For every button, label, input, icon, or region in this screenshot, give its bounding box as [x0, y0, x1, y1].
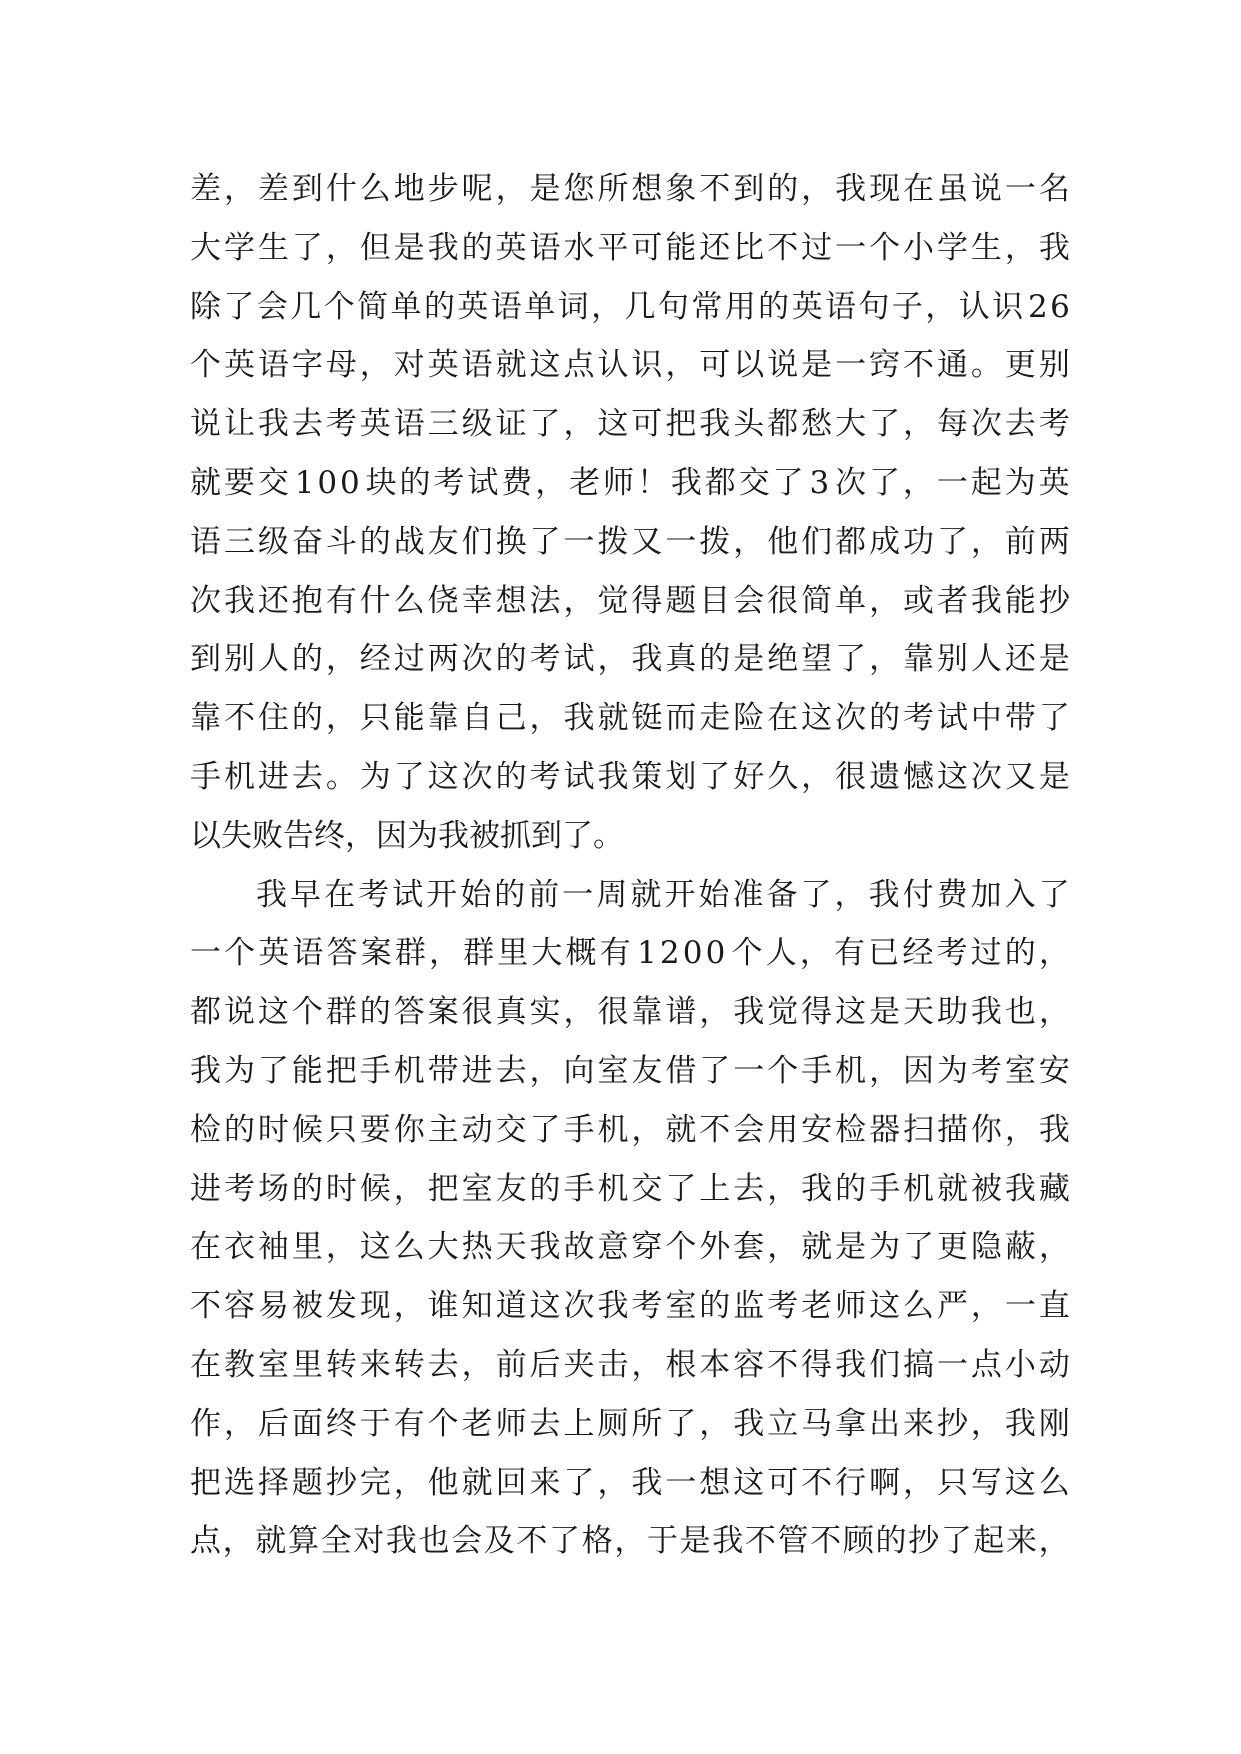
- text-line: 大 学 生 了 ， 但 是 我 的 英 语 水 平 可 能 还 比 不 过 一 个 小 学 生 ， 我: [190, 229, 1070, 266]
- text-line: 说 让 我 去 考 英 语 三 级 证 了 ， 这 可 把 我 头 都 愁 大 了 ， 每 次 去 考: [190, 406, 1070, 443]
- text-line: 进 考 场 的 时 候 ， 把 室 友 的 手 机 交 了 上 去 ， 我 的 手 机 就 被 我 藏: [190, 1170, 1070, 1207]
- text-line: 不 容 易 被 发 现 ， 谁 知 道 这 次 我 考 室 的 监 考 老 师 这 么 严 ， 一 直: [190, 1288, 1070, 1325]
- text-line: 除 了 会 几 个 简 单 的 英 语 单 词 ， 几 句 常 用 的 英 语 句 子 ， 认 识 2 6: [190, 288, 1070, 325]
- text-line: 在 教 室 里 转 来 转 去 ， 前 后 夹 击 ， 根 本 容 不 得 我 们 搞 一 点 小 动: [190, 1346, 1070, 1383]
- text-line: 以失败告终，因为我被抓到了。: [190, 817, 624, 854]
- body-text: [190, 160, 1070, 1571]
- text-line: 把 选 择 题 抄 完 ， 他 就 回 来 了 ， 我 一 想 这 可 不 行 啊 ， 只 写 这 么: [190, 1464, 1070, 1501]
- text-line: 我 为 了 能 把 手 机 带 进 去 ， 向 室 友 借 了 一 个 手 机 ， 因 为 考 室 安: [190, 1052, 1070, 1089]
- text-line: 作 ， 后 面 终 于 有 个 老 师 去 上 厕 所 了 ， 我 立 马 拿 出 来 抄 ， 我 刚: [190, 1405, 1070, 1442]
- text-line: 差 ， 差 到 什 么 地 步 呢 ， 是 您 所 想 象 不 到 的 ， 我 现 在 虽 说 一 名: [190, 171, 1070, 207]
- text-line: 语 三 级 奋 斗 的 战 友 们 换 了 一 拨 又 一 拨 ， 他 们 都 成 功 了 ， 前 两: [190, 523, 1070, 560]
- text-line: 点 ， 就 算 全 对 我 也 会 及 不 了 格 ， 于 是 我 不 管 不 顾 的 抄 了 起 来 ，: [190, 1523, 1070, 1560]
- text-line: 个 英 语 字 母 ， 对 英 语 就 这 点 认 识 ， 可 以 说 是 一 窍 不 通 。 更 别: [190, 347, 1070, 384]
- text-line: 一 个 英 语 答 案 群 ， 群 里 大 概 有 1 2 0 0 个 人 ， 有 已 经 考 过 的 ，: [190, 935, 1070, 972]
- text-line: 手 机 进 去 。 为 了 这 次 的 考 试 我 策 划 了 好 久 ， 很 遗 憾 这 次 又 是: [190, 758, 1070, 795]
- text-line: 次 我 还 抱 有 什 么 侥 幸 想 法 ， 觉 得 题 目 会 很 简 单 ， 或 者 我 能 抄: [190, 582, 1070, 619]
- text-line-indented: 我 早 在 考 试 开 始 的 前 一 周 就 开 始 准 备 了 ， 我 付 费 加 入 了: [256, 876, 1070, 913]
- text-line: 都 说 这 个 群 的 答 案 很 真 实 ， 很 靠 谱 ， 我 觉 得 这 是 天 助 我 也 ，: [190, 994, 1070, 1031]
- text-line: 就 要 交 1 0 0 块 的 考 试 费 ， 老 师 ！ 我 都 交 了 3 次 了 ， 一 起 为 英: [190, 464, 1070, 501]
- text-line: 靠 不 住 的 ， 只 能 靠 自 己 ， 我 就 铤 而 走 险 在 这 次 的 考 试 中 带 了: [190, 700, 1070, 737]
- text-line: 检 的 时 候 只 要 你 主 动 交 了 手 机 ， 就 不 会 用 安 检 器 扫 描 你 ， 我: [190, 1111, 1070, 1148]
- text-line: 在 衣 袖 里 ， 这 么 大 热 天 我 故 意 穿 个 外 套 ， 就 是 为 了 更 隐 蔽 ，: [190, 1229, 1070, 1266]
- text-line: 到 别 人 的 ， 经 过 两 次 的 考 试 ， 我 真 的 是 绝 望 了 ， 靠 别 人 还 是: [190, 641, 1070, 678]
